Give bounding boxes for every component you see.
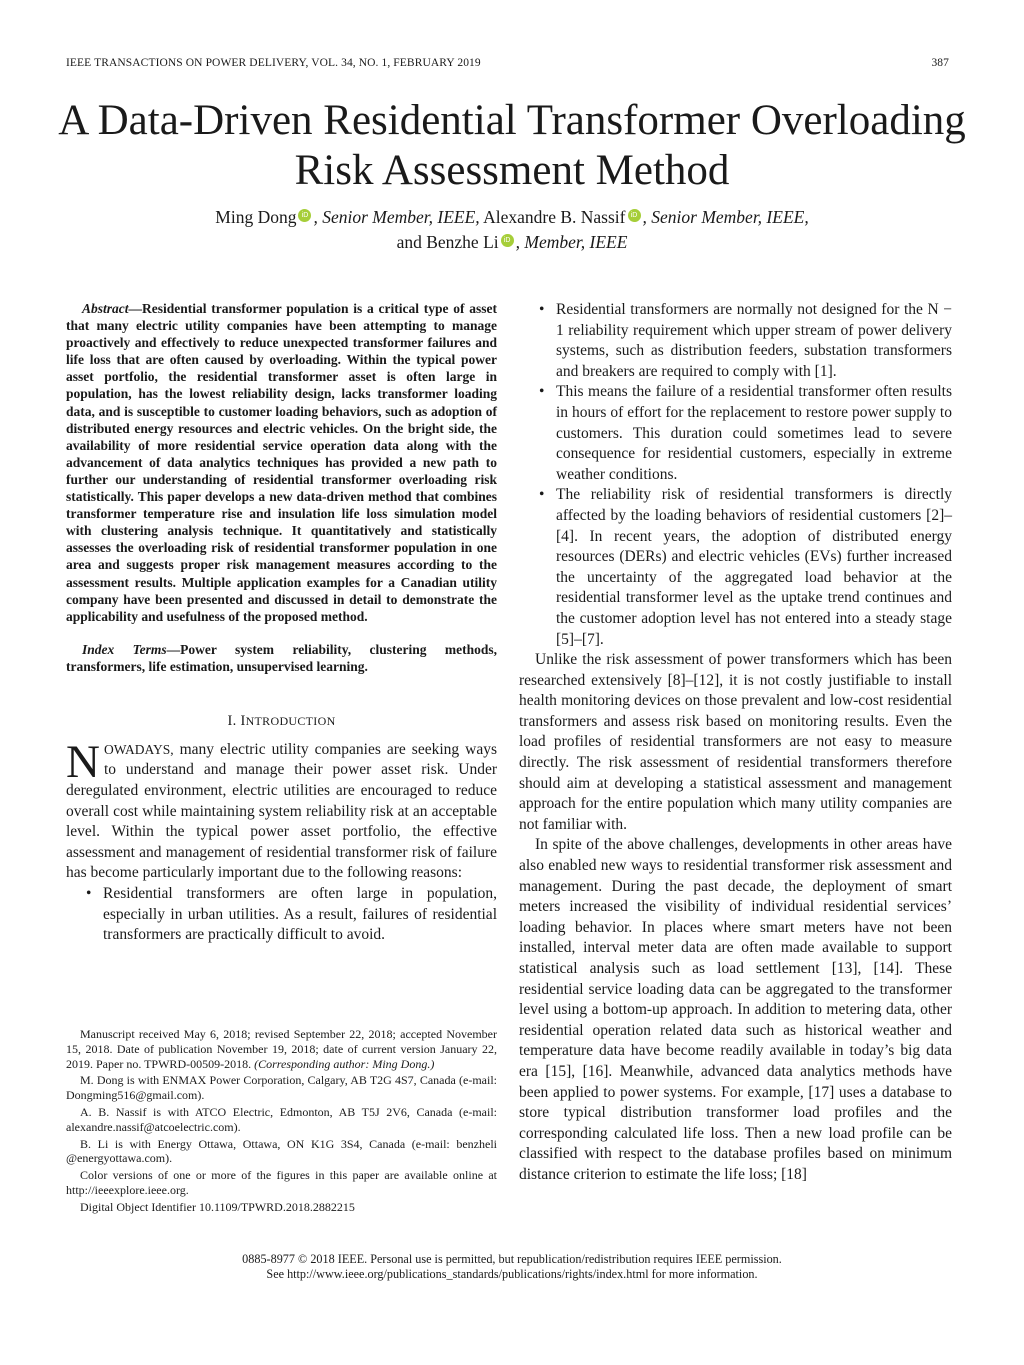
footnote-manuscript: Manuscript received May 6, 2018; revised September 22, 2018; accepted November 15, 2018. Date of publication November 19, 2018; date of current version January 22, 2019. Paper no. TPWRD-00509-2018. (Corresponding author: Ming Dong.) [66,1027,497,1071]
copyright-line-1: 0885-8977 © 2018 IEEE. Personal use is permitted, but republication/redistribution requires IEEE permission. [242,1252,782,1266]
index-terms-label: Index Terms [82,641,167,657]
abstract [66,300,497,625]
abstract-text: —Residential transformer population is a critical type of asset that many electric utility companies have been attempting to manage proactively and effectively to reduce unexpected transformer failures and life loss that are often caused by overloading. Within the typical power asset portfolio, the residential transformer asset is often large in population, has the lowest reliability design, lacks transformer loading data, and is susceptible to customer loading behaviors, such as adoption of distributed energy resources and electric vehicles. On the bright side, the availability of more residential service operation data along with the advancement of data analytics techniques has provided a new path to further our understanding of residential transformer overloading risk statistically. This paper develops a new data-driven method that combines transformer temperature rise and insulation life loss simulation model with clustering analysis technique. It quantitatively and statistically assesses the overloading risk of residential transformer population in one area and suggests proper risk management measures according to the assessment results. Multiple application examples for a Canadian utility company have been presented and discussed in detail to demonstrate the applicability and usefulness of the proposed method. [66,301,497,624]
author-3-role: , Member, IEEE [515,232,628,252]
index-terms-text: —Power system reliability, clustering methods, transformers, life estimation, unsupervised learning. [66,641,497,674]
bullet-icon: • [539,383,545,401]
author-line-2 [40,230,984,255]
list-item: • Residential transformers are normally not designed for the N − 1 reliability requirement which upper stream of power delivery systems, such as distribution feeders, substation transformers and breakers are required to comply with [1]. [539,301,952,380]
index-terms [66,641,497,675]
intro-paragraph-1: NOWADAYS, many electric utility companies are seeking ways to understand and manage their power asset risk. Under deregulated environment, electric utilities are encouraged to reduce overall cost while maintaining system reliability risk at an acceptable level. Within the typical power asset portfolio, the effective assessment and management of residential transformer risk of failure has become particularly important due to the following reasons: [66,735,497,882]
reasons-list-left [66,884,497,946]
bullet-icon: • [539,486,545,504]
orcid-icon[interactable]: iD [628,209,641,222]
footnote-affiliation-1: M. Dong is with ENMAX Power Corporation, Calgary, AB T2G 4S7, Canada (e-mail: Dongming516@gmail.com). [66,1073,497,1103]
paper-title [40,96,984,196]
title-line-2: Risk Assessment Method [294,147,730,194]
right-column [519,300,952,1186]
page-number: 387 [931,57,949,69]
author-list [40,205,984,255]
footnote-doi: Digital Object Identifier 10.1109/TPWRD.2018.2882215 [80,1199,355,1214]
list-item: • The reliability risk of residential transformers is directly affected by the loading behaviors of residential customers [2]–[4]. In recent years, the adoption of distributed energy resources (DERs) and electric vehicles (EVs) further increased the uncertainty of the aggregated load behavior at the residential transformer level as the uptake trend continues and the customer adoption level has not entered into a steady stage [5]–[7]. [539,486,952,648]
orcid-icon[interactable]: iD [501,234,514,247]
section-heading-introduction: I. INTRODUCTION [227,712,336,729]
author-2-role: , Senior Member, IEEE, [642,207,809,227]
footnote-affiliation-3: B. Li is with Energy Ottawa, Ottawa, ON K1G 3S4, Canada (e-mail: benzheli @energyottawa.com). [66,1136,497,1166]
left-column [66,300,497,946]
author-1-role: , Senior Member, IEEE, [313,207,480,227]
journal-citation: IEEE TRANSACTIONS ON POWER DELIVERY, VOL. 34, NO. 1, FEBRUARY 2019 [66,57,481,69]
drop-cap: N [66,735,100,788]
intro-paragraph-3: In spite of the above challenges, developments in other areas have also enabled new ways to residential transformer risk assessment and management. During the past decade, the deployment of smart meters increased the visibility of individual residential services’ loading behavior. In places where smart meters have not been installed, interval meter data are often made available to support statistical analysis such as load settlement [13], [14]. These residential service loading data can be aggregated to the transformer level using a bottom-up approach. In addition to metering data, other residential operation related data such as historical weather and temperature data have become readily available in today’s big data era [15], [16]. Meanwhile, advanced data analytics methods have been applied to power systems. For example, [17] uses a database to store typical distribution transformer load profiles and the corresponding calculated life loss. Then a new load profile can be classified with respect to the database profiles based on minimum distance criterion to estimate the life loss; [18] [519,836,952,1183]
copyright-line-2: See http://www.ieee.org/publications_standards/publications/rights/index.html for more information. [266,1267,758,1281]
title-line-1: A Data-Driven Residential Transformer Overloading [58,97,966,144]
running-head [66,57,949,69]
orcid-icon[interactable]: iD [298,209,311,222]
author-1-name: Ming Dong [215,207,297,227]
list-item: • This means the failure of a residential transformer often results in hours of effort for the replacement to restore power supply to customers. This duration could sometimes lead to severe consequence for residential customers, especially in extreme weather conditions. [539,383,952,483]
author-3-name: and Benzhe Li [396,232,499,252]
author-2-name: Alexandre B. Nassif [479,207,626,227]
bullet-icon: • [86,884,92,902]
author-line-1 [40,205,984,230]
bullet-icon: • [539,301,545,318]
footnotes [66,1027,497,1217]
copyright-notice [40,1252,984,1282]
reasons-list-right [519,300,952,650]
lead-caps: OWADAYS, [103,741,174,757]
footnote-color: Color versions of one or more of the figures in this paper are available online at http://ieeexplore.ieee.org. [66,1168,497,1197]
list-item: • Residential transformers are often large in population, especially in urban utilities. As a result, failures of residential transformers are practically difficult to avoid. [86,884,497,944]
intro-paragraph-2: Unlike the risk assessment of power transformers which has been researched extensively [8]–[12], it is not costly justifiable to install health monitoring devices on those prevalent and low-cost residential transformers and assess risk based on monitoring results. Even the load profiles of residential transformers are not easy to measure directly. The risk assessment of residential transformers therefore should aim at developing a statistical assessment and management approach for the entire population which many utility companies are not familiar with. [519,651,952,833]
footnote-affiliation-2: A. B. Nassif is with ATCO Electric, Edmonton, AB T5J 2V6, Canada (e-mail: alexandre.nassif@atcoelectric.com). [66,1104,497,1134]
abstract-label: Abstract [82,301,129,316]
